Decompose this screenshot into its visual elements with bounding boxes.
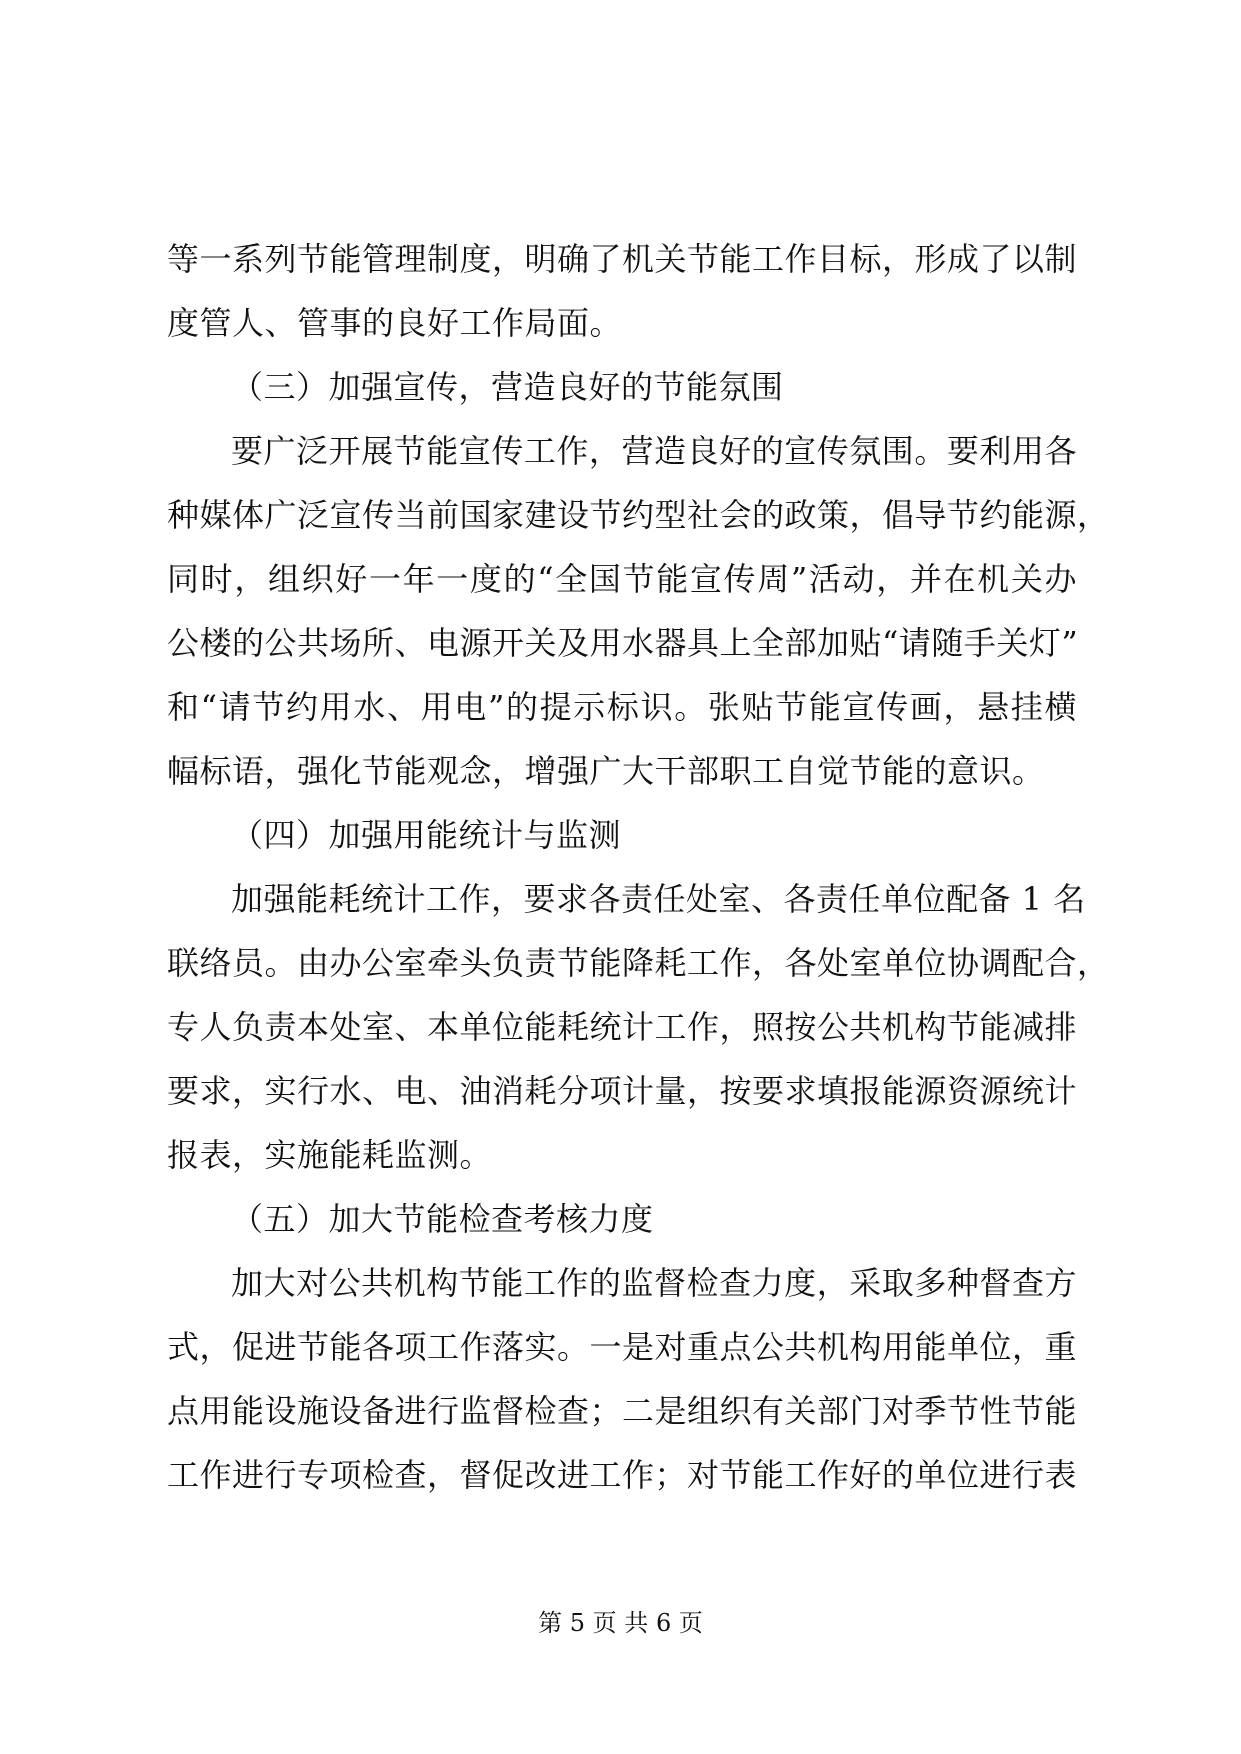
paragraph-line: 联络员。由办公室牵头负责节能降耗工作，各处室单位协调配合， <box>167 944 1110 982</box>
paragraph-line: 式，促进节能各项工作落实。一是对重点公共机构用能单位，重 <box>167 1328 1078 1366</box>
paragraph-line: 工作进行专项检查，督促改进工作；对节能工作好的单位进行表 <box>167 1456 1078 1494</box>
page-number-footer: 第 5 页 共 6 页 <box>538 1609 703 1637</box>
paragraph-line: 同时，组织好一年一度的“全国节能宣传周”活动，并在机关办 <box>167 560 1077 598</box>
paragraph-line: 要求，实行水、电、油消耗分项计量，按要求填报能源资源统计 <box>167 1072 1078 1110</box>
paragraph-line: 加强能耗统计工作，要求各责任处室、各责任单位配备 1 名 <box>231 880 1086 918</box>
paragraph-line: 幅标语，强化节能观念，增强广大干部职工自觉节能的意识。 <box>167 752 1045 790</box>
paragraph-line: 公楼的公共场所、电源开关及用水器具上全部加贴“请随手关灯” <box>167 624 1079 662</box>
paragraph-line: 报表，实施能耗监测。 <box>167 1136 493 1174</box>
paragraph-line: 点用能设施设备进行监督检查；二是组织有关部门对季节性节能 <box>167 1392 1078 1430</box>
paragraph-line: 和“请节约用水、用电”的提示标识。张贴节能宣传画，悬挂横 <box>167 688 1077 726</box>
paragraph-line: 专人负责本处室、本单位能耗统计工作，照按公共机构节能减排 <box>167 1008 1078 1046</box>
paragraph-line: 种媒体广泛宣传当前国家建设节约型社会的政策，倡导节约能源， <box>167 496 1110 534</box>
paragraph-line: 等一系列节能管理制度，明确了机关节能工作目标，形成了以制 <box>167 240 1078 278</box>
section-heading: （三）加强宣传，营造良好的节能氛围 <box>231 368 784 406</box>
paragraph-line: 要广泛开展节能宣传工作，营造良好的宣传氛围。要利用各 <box>231 432 1077 470</box>
section-heading: （四）加强用能统计与监测 <box>231 816 622 854</box>
section-heading: （五）加大节能检查考核力度 <box>231 1200 654 1238</box>
paragraph-line: 度管人、管事的良好工作局面。 <box>167 304 623 342</box>
paragraph-line: 加大对公共机构节能工作的监督检查力度，采取多种督查方 <box>231 1264 1077 1302</box>
document-body <box>167 227 1110 1507</box>
